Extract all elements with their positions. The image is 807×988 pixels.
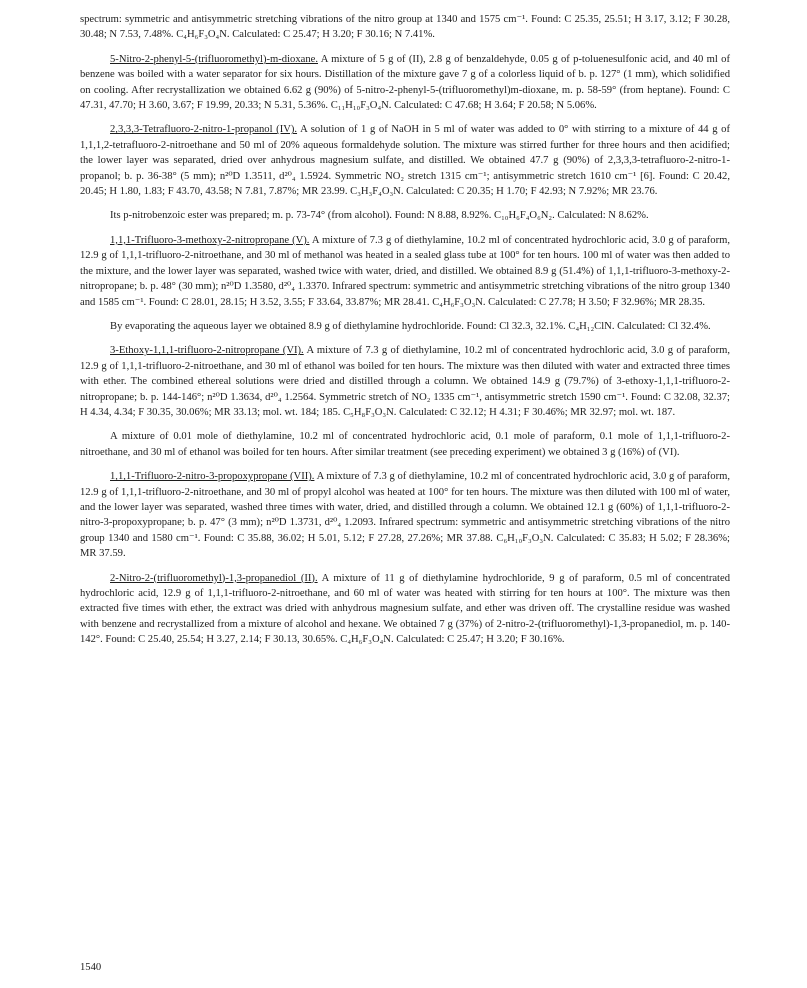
- compound-heading: 5-Nitro-2-phenyl-5-(trifluoromethyl)-m-dioxane.: [110, 53, 318, 65]
- paragraph-propanediol: [80, 571, 730, 648]
- paragraph-spectrum-continuation: [80, 12, 730, 43]
- compound-heading: 2,3,3,3-Tetrafluoro-2-nitro-1-propanol (IV).: [110, 124, 298, 136]
- paragraph-body: A mixture of 11 g of diethylamine hydrochloride, 9 g of paraform, 0.5 ml of concentrated hydrochloric acid, 12.9 g of 1,1,1-trifluoro-2-nitroethane, and 60 ml of water was heated with stirring for ten hours at 100°. The mixture was then extracted five times with ether, the extract was dried with anhydrous magnesium sulfate, and ether was driven off. The crystalline residue was washed with benzene and recrystallized from a mixture of alcohol and hexane. We obtained 7 g (37%) of 2-nitro-2-(trifluoromethyl)-1,3-propanediol, m. p. 140-142°. Found: C 25.40, 25.54; H 3.27, 2.14; F 30.13, 30.65%. C₄H₆F₃O₄N. Calculated: C 25.47; H 3.20; F 30.16%.: [80, 572, 730, 646]
- paragraph-diethylamine-hydrochloride: [80, 319, 730, 334]
- paragraph-body: A mixture of 7.3 g of diethylamine, 10.2 ml of concentrated hydrochloric acid, 3.0 g of paraform, 12.9 g of 1,1,1-trifluoro-2-nitroethane, and 30 ml of methanol was heated in a sealed glass tube at 100° for ten hours. 100 ml of water was then added to the mixture, and the lower layer was separated, washed twice with water, dried, and distilled. We obtained 8.9 g (51.4%) of 1,1,1-trifluoro-3-methoxy-2-nitropropane; b. p. 48° (30 mm); n²⁰D 1.3580, d²⁰₄ 1.3370. Infrared spectrum: symmetric and antisymmetric stretching vibrations of the nitro group 1340 and 1585 cm⁻¹. Found: C 28.01, 28.15; H 3.52, 3.55; F 33.64, 33.87%; MR 28.41. C₄H₆F₃O₃N. Calculated: C 27.78; H 3.50; F 32.96%; MR 28.35.: [80, 234, 730, 308]
- page-number: 1540: [80, 962, 102, 973]
- paragraph-body: Its p-nitrobenzoic ester was prepared; m. p. 73-74° (from alcohol). Found: N 8.88, 8.92%. C₁₀H₆F₄O₆N₂. Calculated: N 8.62%.: [110, 210, 649, 222]
- compound-heading: 1,1,1-Trifluoro-3-methoxy-2-nitropropane (V).: [110, 234, 310, 246]
- document-page: [80, 12, 730, 657]
- paragraph-ethoxy-nitropropane: [80, 343, 730, 420]
- paragraph-body: A solution of 1 g of NaOH in 5 ml of water was added to 0° with stirring to a mixture of 44 g of 1,1,1,2-tetrafluoro-2-nitroethane and 50 ml of 20% aqueous formaldehyde solution. The mixture was stirred further for three hours and then acidified; the lower layer was separated, dried over anhydrous magnesium sulfate, and distilled. We obtained 47.7 g (90%) of 2,3,3,3-tetrafluoro-2-nitro-1-propanol; b. p. 36-38° (5 mm); n²⁰D 1.3511, d²⁰₄ 1.5924. Symmetric NO₂ stretch 1315 cm⁻¹; antisymmetric stretch 1610 cm⁻¹ [6]. Found: C 20.42, 20.45; H 1.80, 1.83; F 43.70, 43.58; N 7.81, 7.87%; MR 23.99. C₃H₃F₄O₃N. Calculated: C 20.35; H 1.70; F 42.93; N 7.92%; MR 23.76.: [80, 124, 730, 198]
- paragraph-body: A mixture of 7.3 g of diethylamine, 10.2 ml of concentrated hydrochloric acid, 3.0 g of paraform, 12.9 g of 1,1,1-trifluoro-2-nitroethane, and 30 ml of ethanol was boiled for ten hours. The mixture was then diluted with water and extracted three times with ether. The combined ethereal solutions were dried and distilled through a column. We obtained 14.9 g (79.7%) of 3-ethoxy-1,1,1-trifluoro-2-nitropropane; b. p. 144-146°; n²⁰D 1.3634, d²⁰₄ 1.2564. Symmetric stretch of NO₂ 1335 cm⁻¹, antisymmetric stretch 1590 cm⁻¹. Found: C 32.08, 32.37; H 4.34, 4.34; F 30.35, 30.06%; MR 33.13; mol. wt. 184; 185. C₅H₈F₃O₃N. Calculated: C 32.12; H 4.31; F 30.46%; MR 32.97; mol. wt. 187.: [80, 345, 731, 418]
- paragraph-similar-treatment: [80, 429, 730, 460]
- paragraph-body: By evaporating the aqueous layer we obtained 8.9 g of diethylamine hydrochloride. Found: Cl 32.3, 32.1%. C₄H₁₂ClN. Calculated: Cl 32.4%.: [110, 320, 711, 332]
- paragraph-body: A mixture of 5 g of (II), 2.8 g of benzaldehyde, 0.05 g of p-toluenesulfonic acid, and 40 ml of benzene was boiled with a water separator for six hours. Distillation of the mixture gave 7 g of a colorless liquid of b. p. 127° (1 mm), which solidified on cooling. After recrystallization we obtained 6.62 g (90%) of 5-nitro-2-phenyl-5-(trifluoromethyl)m-dioxane, m. p. 58-59° (from heptane). Found: C 47.31, 47.70; H 3.60, 3.67; F 19.99, 20.33; N 5.31, 5.36%. C₁₁H₁₀F₃O₄N. Calculated: C 47.68; H 3.64; F 20.58; N 5.06%.: [80, 53, 730, 112]
- paragraph-tetrafluoro-nitropropanol: [80, 122, 730, 199]
- paragraph-propoxypropane: [80, 469, 730, 561]
- paragraph-body: A mixture of 7.3 g of diethylamine, 10.2 ml of concentrated hydrochloric acid, 3.0 g of paraform, 12.9 g of 1,1,1-trifluoro-2-nitroethane, and 30 ml of propyl alcohol was heated at 100° for ten hours. The mixture was then diluted with 100 ml of water, and the lower layer was separated, washed three times with water, dried, and distilled through a column. We obtained 12.1 g (60%) of 1,1,1-trifluoro-2-nitro-3-propoxypropane; b. p. 47° (3 mm); n²⁰D 1.3731, d²⁰₄ 1.2093. Infrared spectrum: symmetric and antisymmetric stretching vibrations of the nitro group 1340 and 1580 cm⁻¹. Found: C 35.88, 36.02; H 5.01, 5.12; F 27.28, 27.26%; MR 37.88. C₆H₁₀F₃O₃N. Calculated: C 35.83; H 5.02; F 28.36%; MR 37.59.: [80, 471, 730, 560]
- paragraph-body: A mixture of 0.01 mole of diethylamine, 10.2 ml of concentrated hydrochloric acid, 0.1 mole of paraform, 0.1 mole of 1,1,1-trifluoro-2-nitroethane, and 30 ml of ethanol was boiled for ten hours. After similar treatment (see preceding experiment) we obtained 3 g (16%) of (VI).: [80, 431, 730, 458]
- paragraph-nitrobenzoic-ester: [80, 208, 730, 223]
- compound-heading: 1,1,1-Trifluoro-2-nitro-3-propoxypropane (VII).: [110, 471, 315, 483]
- compound-heading: 2-Nitro-2-(trifluoromethyl)-1,3-propanediol (II).: [110, 572, 318, 584]
- paragraph-body: spectrum: symmetric and antisymmetric stretching vibrations of the nitro group at 1340 and 1575 cm⁻¹. Found: C 25.35, 25.51; H 3.17, 3.12; F 30.28, 30.48; N 7.53, 7.48%. C₄H₆F₃O₄N. Calculated: C 25.47; H 3.20; F 30.16; N 7.41%.: [80, 14, 730, 41]
- paragraph-methoxy-nitropropane: [80, 233, 730, 310]
- paragraph-nitro-phenyl-dioxane: [80, 52, 730, 114]
- compound-heading: 3-Ethoxy-1,1,1-trifluoro-2-nitropropane (VI).: [110, 345, 304, 357]
